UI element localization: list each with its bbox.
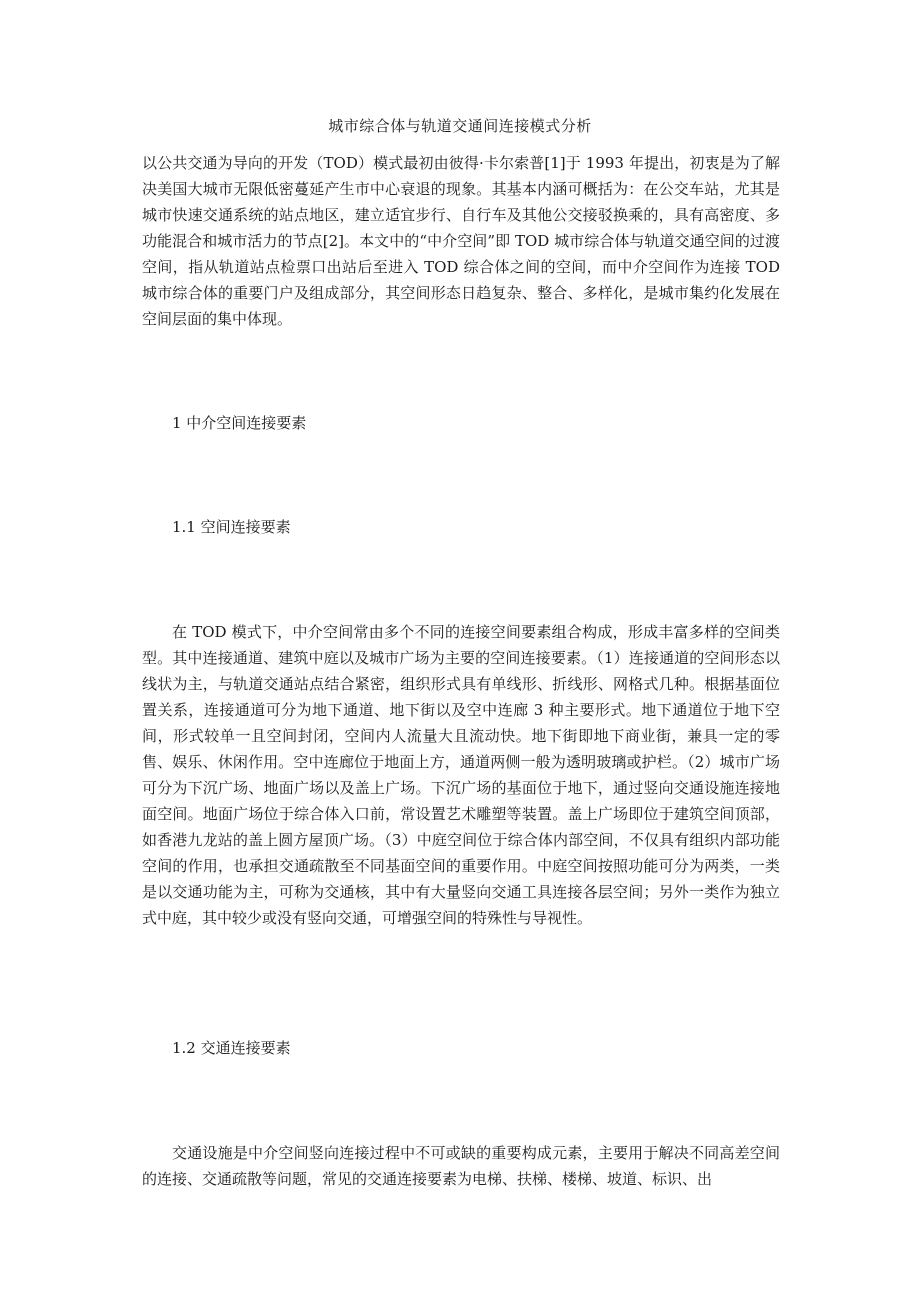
document-title: 城市综合体与轨道交通间连接模式分析 <box>328 117 592 135</box>
section-1-1-heading: 1.1 空间连接要素 <box>172 518 291 536</box>
section-1-2-heading: 1.2 交通连接要素 <box>172 1039 291 1057</box>
intro-paragraph: 以公共交通为导向的开发（TOD）模式最初由彼得·卡尔索普[1]于 1993 年提出，初衷是为了解决美国大城市无限低密蔓延产生市中心衰退的现象。其基本内涵可概括为：在公交车站，尤其是城市快速交通系统的站点地区，建立适宜步行、自行车及其他公交接驳换乘的，具有高密度、多功能混合和城市活力的节点[2]。本文中的“中介空间”即 TOD 城市综合体与轨道交通空间的过渡空间，指从轨道站点检票口出站后至进入 TOD 综合体之间的空间，而中介空间作为连接 TOD 城市综合体的重要门户及组成部分，其空间形态日趋复杂、整合、多样化，是城市集约化发展在空间层面的集中体现。 <box>142 154 780 328</box>
section-1-heading: 1 中介空间连接要素 <box>172 414 307 432</box>
section-1-1-paragraph: 在 TOD 模式下，中介空间常由多个不同的连接空间要素组合构成，形成丰富多样的空间类型。其中连接通道、建筑中庭以及城市广场为主要的空间连接要素。（1）连接通道的空间形态以线状为主，与轨道交通站点结合紧密，组织形式具有单线形、折线形、网格式几种。根据基面位置关系，连接通道可分为地下通道、地下街以及空中连廊 3 种主要形式。地下通道位于地下空间，形式较单一且空间封闭，空间内人流量大且流动快。地下街即地下商业街，兼具一定的零售、娱乐、休闲作用。空中连廊位于地面上方，通道两侧一般为透明玻璃或护栏。（2）城市广场可分为下沉广场、地面广场以及盖上广场。下沉广场的基面位于地下，通过竖向交通设施连接地面空间。地面广场位于综合体入口前，常设置艺术雕塑等装置。盖上广场即位于建筑空间顶部，如香港九龙站的盖上圆方屋顶广场。（3）中庭空间位于综合体内部空间，不仅具有组织内部功能空间的作用，也承担交通疏散至不同基面空间的重要作用。中庭空间按照功能可分为两类，一类是以交通功能为主，可称为交通核，其中有大量竖向交通工具连接各层空间；另外一类作为独立式中庭，其中较少或没有竖向交通，可增强空间的特殊性与导视性。 <box>142 623 780 927</box>
section-1-2-paragraph: 交通设施是中介空间竖向连接过程中不可或缺的重要构成元素，主要用于解决不同高差空间的连接、交通疏散等问题，常见的交通连接要素为电梯、扶梯、楼梯、坡道、标识、出 <box>142 1144 780 1188</box>
